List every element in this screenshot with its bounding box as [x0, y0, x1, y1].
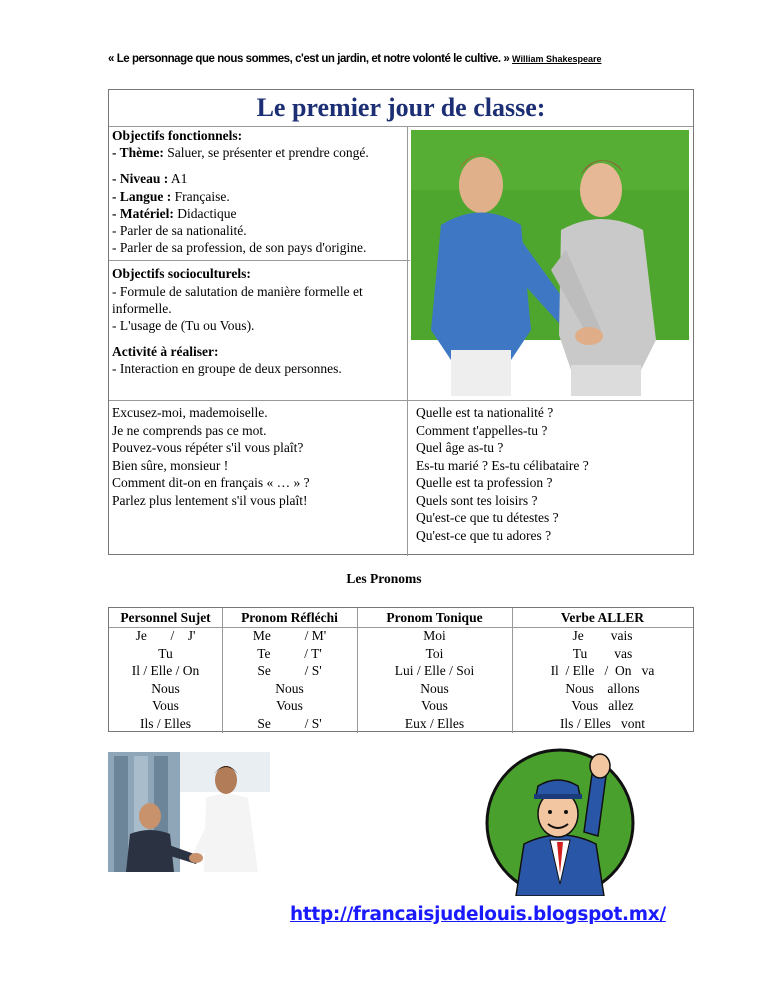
- verb-cell: Il / Elle / On va: [550, 663, 655, 679]
- langue-value: Française.: [171, 188, 230, 204]
- pronoun-cell: Eux / Elles: [404, 715, 465, 731]
- materiel-label: - Matériel:: [112, 205, 174, 221]
- niveau-label: - Niveau :: [112, 171, 169, 187]
- phrase-item: Parlez plus lentement s'il vous plaît!: [112, 492, 308, 508]
- objective-item: - Parler de sa nationalité.: [112, 223, 247, 239]
- waving-man-illustration: [480, 744, 640, 896]
- pronoun-cell: Vous: [276, 698, 303, 714]
- lesson-title: Le premier jour de classe:: [256, 93, 546, 122]
- verb-cell: Vous allez: [571, 698, 634, 714]
- pronoun-cell: Vous: [421, 698, 448, 714]
- column-header: Personnel Sujet: [120, 610, 211, 625]
- pronoms-table: [108, 607, 694, 732]
- pronoun-cell: Je / J': [135, 628, 196, 643]
- pronoms-column-tonique: [357, 608, 512, 733]
- pronoun-cell: Nous: [151, 680, 180, 696]
- phrase-item: Qu'est-ce que tu détestes ?: [416, 510, 559, 525]
- verb-cell: Nous allons: [565, 680, 640, 696]
- verb-cell: Tu vas: [572, 645, 633, 661]
- column-header: Pronom Réfléchi: [241, 610, 338, 625]
- pronoun-cell: Se / S': [257, 715, 322, 731]
- activite-heading: Activité à réaliser:: [112, 344, 219, 360]
- pronoun-cell: Lui / Elle / Soi: [394, 663, 475, 679]
- socio-item: - L'usage de (Tu ou Vous).: [112, 318, 255, 334]
- activite-item: - Interaction en groupe de deux personnes.: [112, 361, 342, 377]
- phrase-item: Quelle est ta profession ?: [416, 475, 553, 490]
- pronoun-cell: Me / M': [252, 628, 327, 643]
- materiel-value: Didactique: [173, 205, 237, 221]
- pronoun-cell: Te / T': [257, 645, 322, 661]
- business-handshake-photo: [108, 752, 270, 872]
- phrase-item: Excusez-moi, mademoiselle.: [112, 405, 268, 420]
- phrase-item: Bien sûre, monsieur !: [112, 457, 229, 473]
- phrase-item: Comment dit-on en français « … » ?: [112, 475, 310, 490]
- pronoun-cell: Vous: [152, 698, 179, 714]
- phrases-right: [416, 404, 692, 544]
- pronoun-cell: Ils / Elles: [140, 715, 191, 731]
- phrase-item: Pouvez-vous répéter s'il vous plaît?: [112, 440, 304, 455]
- phrases-left: [112, 404, 404, 509]
- objectifs-fonctionnels-heading: Objectifs fonctionnels:: [112, 128, 243, 143]
- verb-cell: Ils / Elles vont: [559, 715, 646, 731]
- phrase-item: Quelle est ta nationalité ?: [416, 405, 554, 420]
- phrase-item: Quels sont tes loisirs ?: [416, 492, 538, 508]
- section-divider: [109, 400, 693, 401]
- column-divider: [407, 126, 408, 400]
- objectives-block: [112, 127, 407, 378]
- phrase-column-divider: [407, 400, 408, 556]
- phrase-item: Comment t'appelles-tu ?: [416, 422, 548, 438]
- phrase-item: Qu'est-ce que tu adores ?: [416, 527, 552, 543]
- pronoms-title: Les Pronoms: [346, 571, 422, 586]
- pronoun-cell: Il / Elle / On: [131, 663, 200, 679]
- pronoms-column-personnel: [109, 608, 222, 733]
- header-quote: [108, 53, 708, 65]
- quote-text: « Le personnage que nous sommes, c'est un jardin, et notre volonté le cultive. »: [108, 53, 510, 65]
- objectifs-socio-heading: Objectifs socioculturels:: [112, 266, 251, 282]
- pronoms-column-reflechi: [222, 608, 357, 733]
- lesson-table: [108, 89, 694, 555]
- langue-label: - Langue :: [112, 188, 172, 204]
- phrase-item: Je ne comprends pas ce mot.: [112, 422, 267, 438]
- quote-author: William Shakespeare: [512, 54, 602, 64]
- socio-item: - Formule de salutation de manière formelle et informelle.: [112, 283, 363, 316]
- pronoms-column-aller: [512, 608, 693, 733]
- handshake-photo: [411, 130, 689, 396]
- pronoun-cell: Nous: [420, 680, 449, 696]
- verb-cell: Je vais: [572, 628, 633, 643]
- pronoun-cell: Moi: [423, 628, 446, 643]
- pronoun-cell: Nous: [275, 680, 304, 696]
- objective-item: - Parler de sa profession, de son pays d'origine.: [112, 240, 367, 256]
- column-header: Pronom Tonique: [386, 610, 483, 625]
- pronoun-cell: Toi: [425, 645, 444, 661]
- blog-link[interactable]: http://francaisjudelouis.blogspot.mx/: [290, 904, 666, 925]
- theme-value: Saluer, se présenter et prendre congé.: [163, 145, 369, 161]
- theme-label: - Thème:: [112, 145, 164, 161]
- column-header: Verbe ALLER: [560, 610, 645, 625]
- niveau-value: A1: [168, 171, 188, 187]
- pronoun-cell: Tu: [158, 645, 173, 661]
- phrase-item: Quel âge as-tu ?: [416, 440, 504, 455]
- phrase-item: Es-tu marié ? Es-tu célibataire ?: [416, 457, 589, 473]
- pronoun-cell: Se / S': [257, 663, 322, 679]
